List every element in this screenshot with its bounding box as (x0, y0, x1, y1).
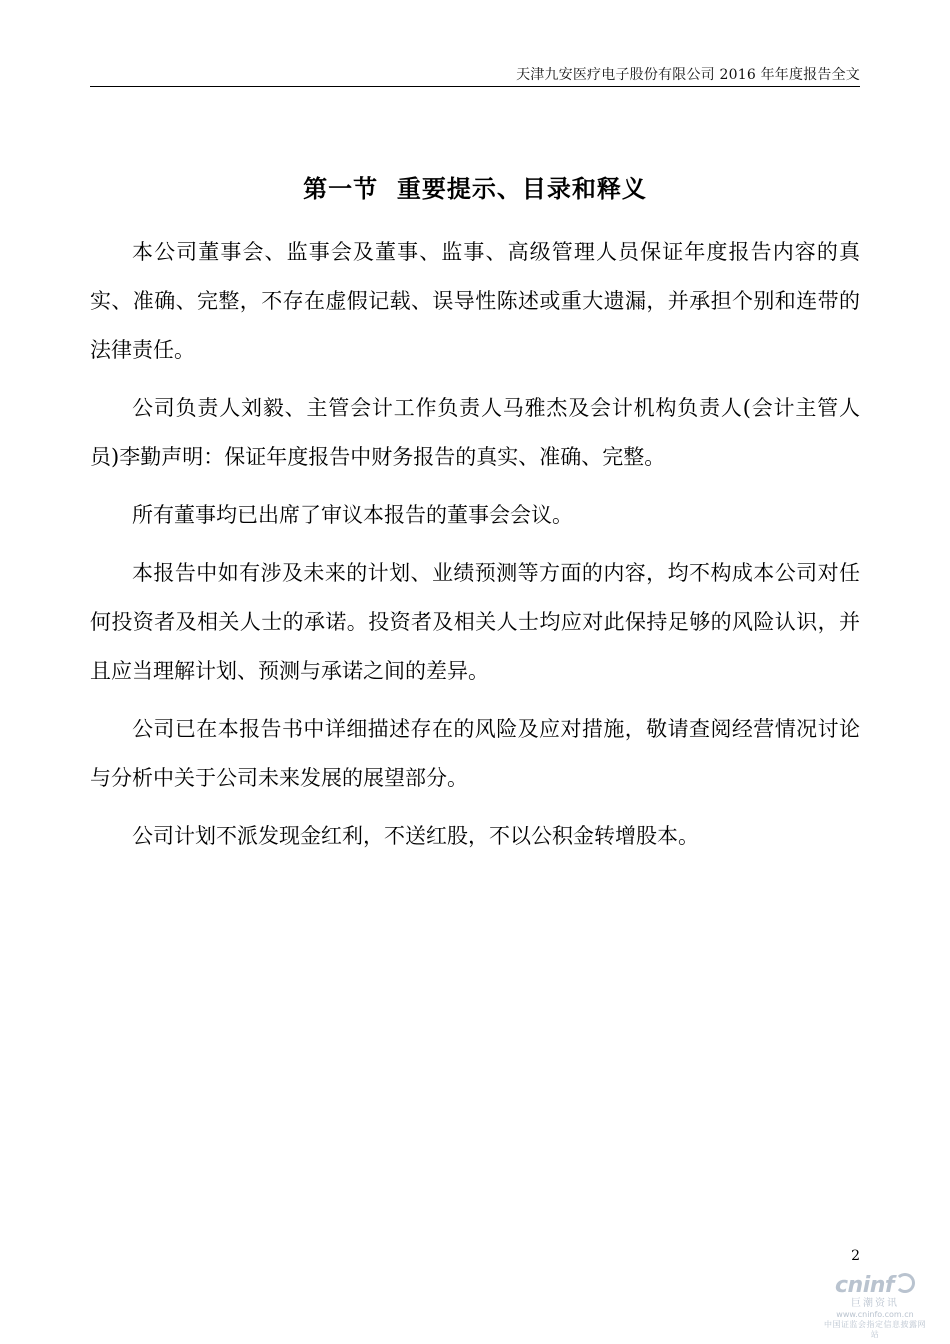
running-header: 天津九安医疗电子股份有限公司 2016 年年度报告全文 (516, 67, 860, 83)
paragraph-board-attendance: 所有董事均已出席了审议本报告的董事会会议。 (132, 503, 573, 527)
cninfo-logo (820, 1273, 930, 1298)
header-rule (90, 86, 860, 87)
paragraph-risk-notice: 公司已在本报告书中详细描述存在的风险及应对措施，敬请查阅经营情况讨论与分析中关于公司未来发展的展望部分。 (90, 717, 860, 790)
swoosh-icon (895, 1273, 915, 1293)
body-content (90, 228, 860, 870)
cninfo-org: 中国证监会指定信息披露网站 (824, 1320, 926, 1339)
cninfo-watermark (820, 1273, 930, 1340)
paragraph-officer-declaration: 公司负责人刘毅、主管会计工作负责人马雅杰及会计机构负责人(会计主管人员)李勤声明：保证年度报告中财务报告的真实、准确、完整。 (90, 396, 860, 469)
paragraph-dividend-plan: 公司计划不派发现金红利，不送红股，不以公积金转增股本。 (132, 824, 699, 848)
cninfo-url: www.cninfo.com.cn (836, 1310, 914, 1319)
section-title: 第一节 重要提示、目录和释义 (303, 174, 647, 204)
cninfo-logo-text: cninf (835, 1273, 894, 1298)
paragraph-responsibility-statement: 本公司董事会、监事会及董事、监事、高级管理人员保证年度报告内容的真实、准确、完整，不存在虚假记载、误导性陈述或重大遗漏，并承担个别和连带的法律责任。 (90, 240, 860, 362)
page-number: 2 (851, 1248, 860, 1264)
cninfo-name: 巨潮资讯 (851, 1298, 899, 1309)
paragraph-forward-looking: 本报告中如有涉及未来的计划、业绩预测等方面的内容，均不构成本公司对任何投资者及相关人士的承诺。投资者及相关人士均应对此保持足够的风险认识，并且应当理解计划、预测与承诺之间的差异。 (90, 561, 860, 683)
